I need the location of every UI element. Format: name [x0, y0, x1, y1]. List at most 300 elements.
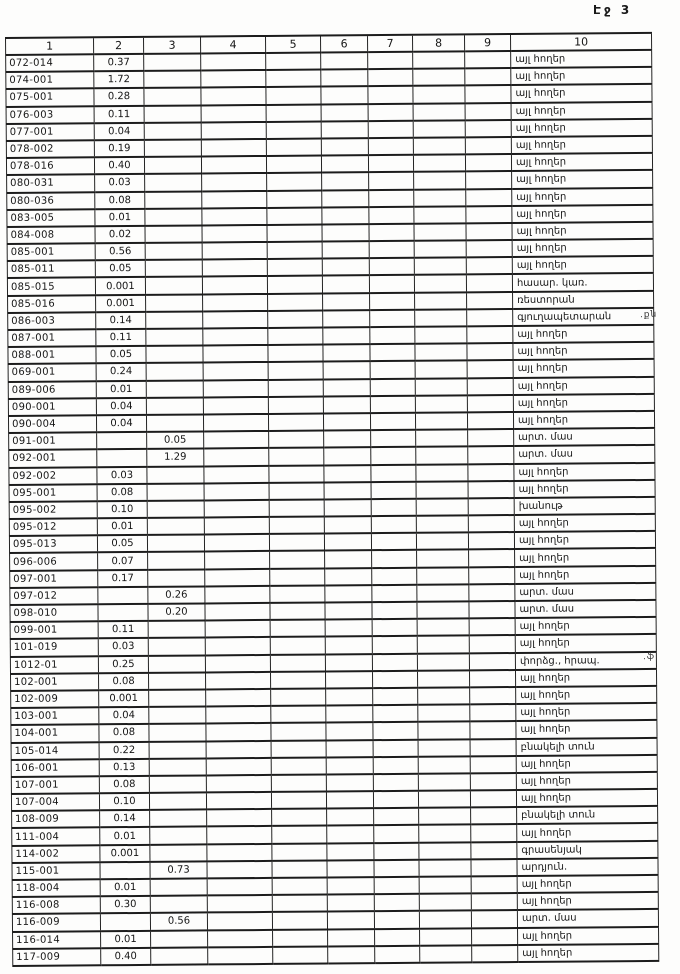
cell-col8 — [416, 447, 468, 465]
cell-col2: 0.001 — [96, 295, 146, 313]
cell-col1: 090-004 — [8, 415, 96, 433]
cell-col3 — [151, 947, 208, 965]
cell-col5 — [266, 138, 321, 156]
cell-col3 — [147, 500, 204, 518]
cell-col1: 099-001 — [10, 621, 98, 639]
cell-col6 — [326, 774, 373, 792]
cell-col1: 118-004 — [12, 879, 100, 897]
cell-col4 — [203, 311, 268, 329]
cell-col10: այլ հողեր — [515, 669, 656, 687]
cell-col9 — [470, 756, 516, 774]
cell-col5 — [268, 328, 323, 346]
cell-col1: 095-013 — [9, 536, 97, 554]
cell-col4 — [202, 276, 267, 294]
cell-col7 — [370, 396, 415, 414]
cell-col1: 102-001 — [11, 673, 99, 691]
cell-col7 — [370, 310, 415, 328]
cell-col1: 098-010 — [10, 604, 98, 622]
cell-col8 — [418, 722, 470, 740]
cell-col4 — [207, 895, 272, 913]
cell-col4 — [201, 122, 266, 140]
cell-col2: 0.03 — [97, 466, 147, 484]
cell-col1: 074-001 — [6, 71, 94, 89]
cell-col2: 0.02 — [95, 226, 145, 244]
cell-col3 — [149, 775, 206, 793]
cell-col4 — [207, 878, 272, 896]
cell-col7 — [374, 894, 419, 912]
cell-col5 — [269, 465, 324, 483]
cell-col3 — [146, 294, 203, 312]
cell-col1: 083-005 — [7, 209, 95, 227]
cell-col9 — [467, 395, 513, 413]
cell-col7 — [370, 292, 415, 310]
cell-col8 — [414, 172, 466, 190]
cell-col6 — [323, 293, 370, 311]
cell-col9 — [465, 51, 511, 69]
cell-col4 — [206, 758, 271, 776]
cell-col7 — [369, 258, 414, 276]
cell-col9 — [469, 618, 515, 636]
cell-col10: այլ հողեր — [511, 101, 652, 119]
cell-col4 — [205, 620, 270, 638]
cell-col4 — [203, 345, 268, 363]
cell-col3 — [145, 174, 202, 192]
cell-col6 — [327, 860, 374, 878]
cell-col1: 095-002 — [9, 501, 97, 519]
cell-col9 — [465, 120, 511, 138]
cell-col3 — [146, 414, 203, 432]
cell-col10: ռեստորան — [513, 291, 654, 309]
cell-col6 — [325, 568, 372, 586]
cell-col9 — [466, 274, 512, 292]
cell-col9 — [467, 326, 513, 344]
cell-col2: 0.01 — [101, 930, 151, 948]
cell-col5 — [269, 517, 324, 535]
cell-col2: 0.01 — [100, 827, 150, 845]
cell-col6 — [326, 705, 373, 723]
cell-col7 — [368, 52, 413, 70]
cell-col10: գրասենյակ — [517, 841, 658, 859]
cell-col9 — [466, 257, 512, 275]
column-header-10: 10 — [510, 33, 651, 51]
cell-col8 — [419, 859, 471, 877]
cell-col6 — [325, 585, 372, 603]
cell-col7 — [371, 481, 416, 499]
cell-col10: այլ հողեր — [514, 480, 655, 498]
cell-col2: 0.10 — [99, 793, 149, 811]
cell-col8 — [414, 275, 466, 293]
cell-col9 — [467, 360, 513, 378]
cell-col8 — [416, 515, 468, 533]
cell-col9 — [468, 498, 514, 516]
cell-col9 — [465, 103, 511, 121]
handwritten-margin-note: .ֆ — [642, 651, 656, 663]
cell-col6 — [327, 826, 374, 844]
cell-col4 — [206, 775, 271, 793]
cell-col3 — [144, 157, 201, 175]
cell-col10: այլ հողեր — [512, 170, 653, 188]
cell-col1: 115-001 — [12, 862, 100, 880]
cell-col4 — [204, 483, 269, 501]
cell-col2: 0.01 — [100, 879, 150, 897]
cell-col8 — [417, 653, 469, 671]
cell-col6 — [327, 843, 374, 861]
cell-col10: այլ հողեր — [514, 514, 655, 532]
cell-col10: բնակելի տուն — [516, 737, 657, 755]
cell-col7 — [373, 722, 418, 740]
cell-col2: 0.08 — [97, 484, 147, 502]
cell-col9 — [472, 945, 518, 963]
cell-col3 — [151, 930, 208, 948]
cell-col2: 0.40 — [101, 948, 151, 966]
cell-col1: 069-001 — [8, 364, 96, 382]
cell-col3: 0.26 — [148, 586, 205, 604]
cell-col1: 087-001 — [8, 329, 96, 347]
cell-col4 — [203, 397, 268, 415]
cell-col9 — [466, 240, 512, 258]
cell-col4 — [208, 929, 273, 947]
cell-col7 — [375, 946, 420, 964]
cell-col4 — [202, 208, 267, 226]
cell-col2: 0.11 — [98, 621, 148, 639]
cell-col1: 101-019 — [10, 639, 98, 657]
cell-col10: այլ հողեր — [512, 256, 653, 274]
cell-col8 — [413, 155, 465, 173]
cell-col10: այլ հողեր — [516, 720, 657, 738]
cell-col5 — [270, 585, 325, 603]
cell-col2: 0.08 — [99, 724, 149, 742]
cell-col9 — [472, 928, 518, 946]
table-row — [13, 944, 659, 966]
cell-col1: 097-001 — [10, 570, 98, 588]
cell-col3 — [144, 53, 201, 71]
cell-col6 — [326, 722, 373, 740]
cell-col1: 108-009 — [12, 811, 100, 829]
cell-col7 — [372, 671, 417, 689]
cell-col8 — [414, 223, 466, 241]
cell-col2 — [97, 432, 147, 450]
cell-col4 — [201, 53, 266, 71]
cell-col8 — [416, 430, 468, 448]
cell-col4 — [203, 328, 268, 346]
cell-col2 — [98, 604, 148, 622]
cell-col10: այլ հողեր — [511, 119, 652, 137]
cell-col9 — [467, 412, 513, 430]
cell-col5 — [272, 895, 327, 913]
cell-col2: 0.001 — [99, 690, 149, 708]
cell-col7 — [370, 413, 415, 431]
cell-col5 — [270, 671, 325, 689]
cell-col8 — [417, 584, 469, 602]
cell-col5 — [271, 706, 326, 724]
cell-col6 — [324, 516, 371, 534]
cell-col7 — [374, 808, 419, 826]
cell-col8 — [414, 189, 466, 207]
cell-col1: 107-001 — [11, 776, 99, 794]
cell-col3 — [146, 346, 203, 364]
cell-col10: արդյուն. — [517, 858, 658, 876]
cell-col8 — [417, 550, 469, 568]
cell-col8 — [413, 51, 465, 69]
cell-col6 — [324, 430, 371, 448]
cell-col6 — [322, 224, 369, 242]
cell-col3 — [145, 260, 202, 278]
cell-col7 — [373, 791, 418, 809]
cell-col9 — [467, 343, 513, 361]
cell-col5 — [272, 912, 327, 930]
cell-col10: խանութ — [514, 497, 655, 515]
cell-col6 — [326, 791, 373, 809]
cell-col3 — [149, 793, 206, 811]
cell-col10: այլ հողեր — [512, 239, 653, 257]
cell-col8 — [418, 687, 470, 705]
cell-col2: 0.37 — [94, 54, 144, 72]
cell-col7 — [368, 86, 413, 104]
cell-col9 — [466, 206, 512, 224]
cell-col1: 078-016 — [6, 157, 94, 175]
cell-col7 — [372, 550, 417, 568]
cell-col5 — [271, 723, 326, 741]
cell-col5 — [266, 121, 321, 139]
cell-col3 — [146, 380, 203, 398]
cell-col6 — [328, 946, 375, 964]
cell-col7 — [369, 189, 414, 207]
cell-col7 — [371, 533, 416, 551]
cell-col1: 085-011 — [7, 261, 95, 279]
cell-col2: 0.17 — [98, 570, 148, 588]
cell-col9 — [471, 824, 517, 842]
cell-col7 — [371, 464, 416, 482]
cell-col10: այլ հողեր — [514, 531, 655, 549]
cell-col2: 0.05 — [96, 346, 146, 364]
land-parcel-table — [5, 32, 659, 967]
cell-col7 — [371, 499, 416, 517]
cell-col10: արտ. մաս — [515, 600, 656, 618]
cell-col1: 095-001 — [9, 484, 97, 502]
cell-col3 — [146, 311, 203, 329]
cell-col5 — [267, 173, 322, 191]
cell-col4 — [205, 603, 270, 621]
cell-col8 — [419, 876, 471, 894]
cell-col6 — [322, 172, 369, 190]
cell-col9 — [470, 721, 516, 739]
cell-col6 — [323, 327, 370, 345]
cell-col7 — [373, 688, 418, 706]
cell-col7 — [374, 911, 419, 929]
cell-col9 — [471, 842, 517, 860]
cell-col8 — [413, 120, 465, 138]
cell-col2: 0.001 — [95, 277, 145, 295]
cell-col5 — [273, 929, 328, 947]
cell-col9 — [466, 189, 512, 207]
cell-col5 — [271, 740, 326, 758]
column-header-9: 9 — [464, 34, 510, 51]
cell-col2: 0.01 — [96, 380, 146, 398]
cell-col10: այլ հողեր — [513, 342, 654, 360]
cell-col3 — [146, 328, 203, 346]
cell-col4 — [202, 225, 267, 243]
cell-col3 — [150, 878, 207, 896]
cell-col3: 0.73 — [150, 861, 207, 879]
cell-col9 — [470, 790, 516, 808]
cell-col8 — [418, 756, 470, 774]
cell-col2: 0.30 — [100, 896, 150, 914]
cell-col3 — [148, 569, 205, 587]
cell-col8 — [413, 103, 465, 121]
handwritten-margin-note: .քն — [639, 309, 658, 321]
cell-col4 — [205, 586, 270, 604]
cell-col9 — [471, 859, 517, 877]
cell-col2: 0.11 — [96, 329, 146, 347]
cell-col2 — [100, 862, 150, 880]
cell-col1: 117-009 — [13, 948, 101, 966]
cell-col8 — [419, 894, 471, 912]
cell-col8 — [415, 378, 467, 396]
cell-col9 — [467, 309, 513, 327]
cell-col10: գյուղապետարան — [513, 308, 654, 326]
cell-col2: 0.08 — [98, 673, 148, 691]
cell-col4 — [201, 87, 266, 105]
cell-col7 — [372, 619, 417, 637]
cell-col10: բնակելի տուն — [517, 806, 658, 824]
cell-col4 — [207, 912, 272, 930]
cell-col8 — [414, 258, 466, 276]
cell-col2 — [98, 587, 148, 605]
cell-col5 — [272, 877, 327, 895]
cell-col1: 076-003 — [6, 106, 94, 124]
cell-col5 — [266, 104, 321, 122]
cell-col7 — [371, 516, 416, 534]
cell-col7 — [372, 585, 417, 603]
cell-col1: 084-008 — [7, 226, 95, 244]
cell-col8 — [418, 773, 470, 791]
cell-col10: այլ հողեր — [513, 359, 654, 377]
cell-col10: այլ հողեր — [515, 566, 656, 584]
cell-col7 — [370, 327, 415, 345]
cell-col9 — [468, 515, 514, 533]
cell-col5 — [271, 774, 326, 792]
cell-col9 — [468, 464, 514, 482]
cell-col5 — [270, 568, 325, 586]
cell-col6 — [328, 929, 375, 947]
column-header-6: 6 — [320, 35, 367, 52]
cell-col8 — [420, 945, 472, 963]
cell-col5 — [266, 156, 321, 174]
cell-col8 — [415, 326, 467, 344]
cell-col9 — [469, 601, 515, 619]
column-header-7: 7 — [367, 35, 412, 52]
cell-col2: 0.11 — [94, 105, 144, 123]
cell-col1: 116-009 — [12, 914, 100, 932]
cell-col10: այլ հողեր — [511, 50, 652, 68]
cell-col7 — [372, 653, 417, 671]
cell-col6 — [322, 276, 369, 294]
cell-col3 — [148, 655, 205, 673]
cell-col7 — [373, 739, 418, 757]
cell-col1: 102-009 — [11, 690, 99, 708]
cell-col10: այլ հողեր — [516, 686, 657, 704]
cell-col7 — [369, 206, 414, 224]
cell-col3 — [145, 277, 202, 295]
cell-col2: 0.01 — [95, 209, 145, 227]
cell-col5 — [271, 792, 326, 810]
column-header-2: 2 — [94, 37, 144, 54]
cell-col8 — [416, 464, 468, 482]
cell-col9 — [471, 876, 517, 894]
cell-col7 — [370, 344, 415, 362]
page-number-label: Էջ 3 — [593, 3, 633, 17]
cell-col5 — [271, 757, 326, 775]
cell-col8 — [415, 309, 467, 327]
cell-col6 — [326, 740, 373, 758]
cell-col3 — [149, 689, 206, 707]
cell-col6 — [325, 619, 372, 637]
column-header-5: 5 — [265, 36, 320, 53]
cell-col5 — [269, 499, 324, 517]
cell-col7 — [373, 756, 418, 774]
cell-col2: 0.08 — [99, 776, 149, 794]
cell-col8 — [417, 636, 469, 654]
cell-col2: 0.01 — [97, 518, 147, 536]
cell-col10: այլ հողեր — [515, 548, 656, 566]
cell-col9 — [468, 446, 514, 464]
cell-col3: 0.05 — [147, 432, 204, 450]
cell-col8 — [419, 808, 471, 826]
cell-col3 — [146, 363, 203, 381]
cell-col10: այլ հողեր — [513, 376, 654, 394]
cell-col10: արտ. մաս — [514, 428, 655, 446]
cell-col4 — [203, 414, 268, 432]
cell-col2: 0.04 — [96, 415, 146, 433]
cell-col9 — [466, 171, 512, 189]
cell-col6 — [324, 465, 371, 483]
cell-col3 — [148, 638, 205, 656]
cell-col8 — [415, 361, 467, 379]
cell-col2: 0.14 — [100, 810, 150, 828]
cell-col1: 092-001 — [9, 450, 97, 468]
cell-col4 — [203, 294, 268, 312]
cell-col9 — [469, 653, 515, 671]
cell-col6 — [325, 551, 372, 569]
cell-col4 — [201, 105, 266, 123]
cell-col3 — [150, 844, 207, 862]
cell-col6 — [325, 637, 372, 655]
cell-col9 — [467, 292, 513, 310]
cell-col5 — [269, 482, 324, 500]
cell-col5 — [270, 603, 325, 621]
cell-col7 — [371, 430, 416, 448]
column-header-8: 8 — [412, 34, 464, 51]
column-header-3: 3 — [144, 36, 201, 53]
cell-col1: 116-014 — [13, 931, 101, 949]
cell-col6 — [323, 413, 370, 431]
cell-col5 — [266, 70, 321, 88]
cell-col6 — [321, 155, 368, 173]
cell-col7 — [368, 138, 413, 156]
cell-col8 — [415, 344, 467, 362]
cell-col7 — [368, 155, 413, 173]
cell-col6 — [322, 258, 369, 276]
cell-col10: այլ հողեր — [517, 892, 658, 910]
cell-col10: արտ. մաս — [517, 909, 658, 927]
cell-col5 — [268, 345, 323, 363]
cell-col10: այլ հողեր — [511, 136, 652, 154]
cell-col8 — [418, 704, 470, 722]
cell-col6 — [323, 310, 370, 328]
cell-col6 — [321, 138, 368, 156]
cell-col4 — [205, 672, 270, 690]
cell-col9 — [471, 807, 517, 825]
